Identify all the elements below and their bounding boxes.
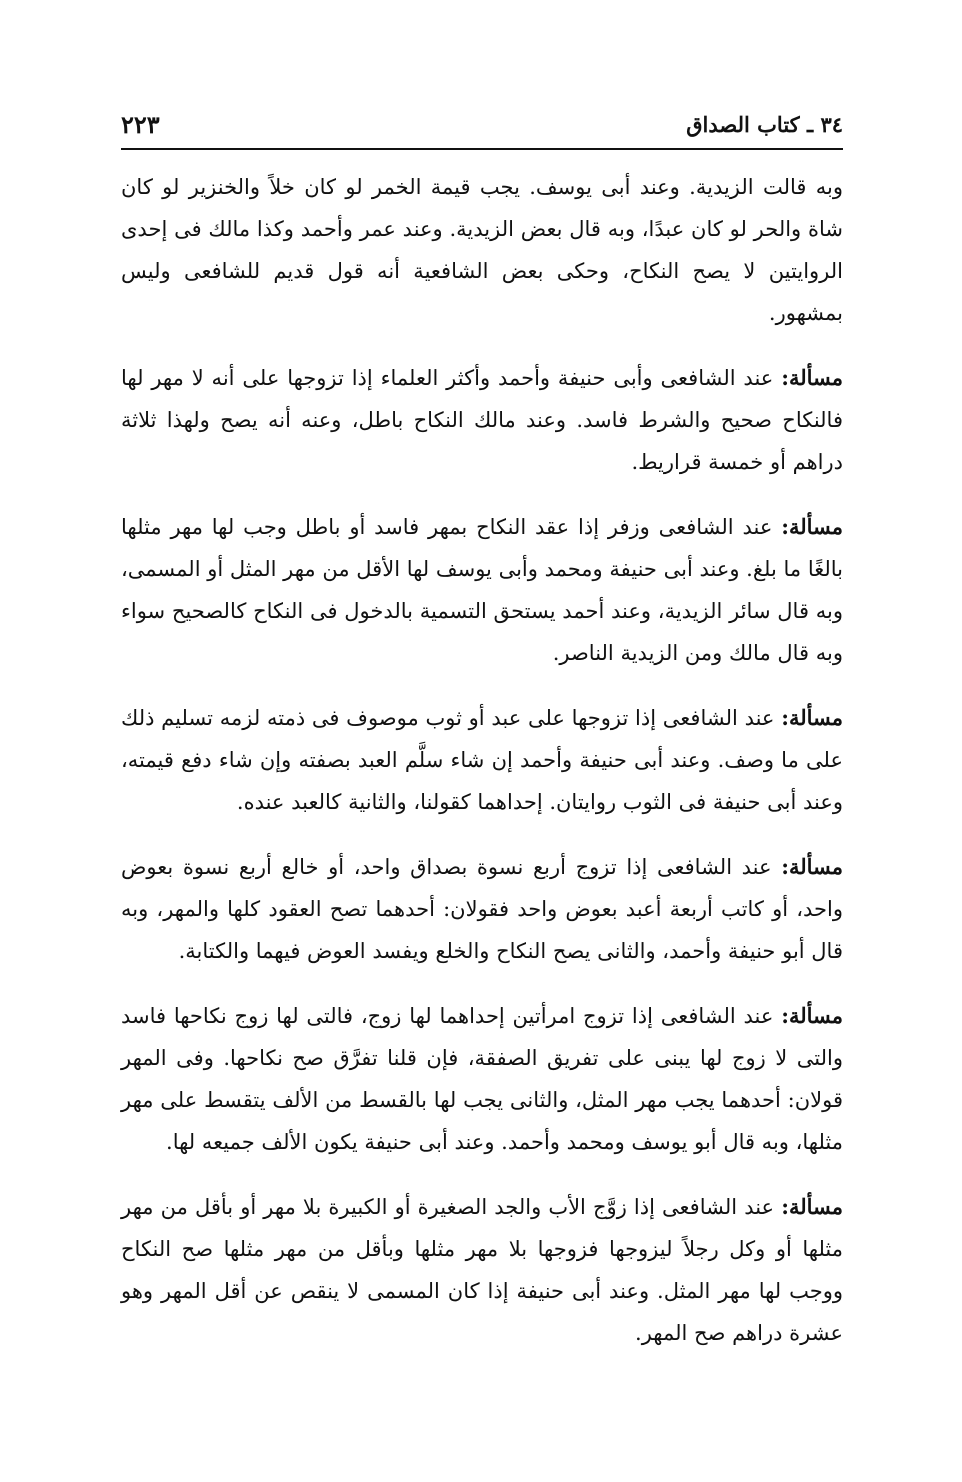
issue-heading: مسألة: <box>781 514 843 539</box>
page-header <box>121 108 843 144</box>
issue-paragraph <box>121 697 843 823</box>
paragraph-text: عند الشافعى وأبى حنيفة وأحمد وأكثر العلماء إذا تزوجها على أنه لا مهر لها فالنكاح صحيح والشرط فاسد. وعند مالك النكاح باطل، وعنه أنه يصح ولهذا ثلاثة دراهم أو خمسة قراريط. <box>121 366 843 474</box>
issue-paragraph <box>121 357 843 483</box>
issue-heading: مسألة: <box>781 854 843 879</box>
paragraph-text: وبه قالت الزيدية. وعند أبى يوسف. يجب قيمة الخمر لو كان خلاً والخنزير لو كان شاة والحر لو كان عبدًا، وبه قال بعض الزيدية. وعند عمر وأحمد وكذا مالك فى إحدى الروايتين لا يصح النكاح، وحكى بعض الشافعية أنه قول قديم للشافعى وليس بمشهور. <box>121 175 843 325</box>
paragraph-text: عند الشافعى إذا تزوج أربع نسوة بصداق واحد، أو خالع أربع نسوة بعوض واحد، أو كاتب أربعة أعبد بعوض واحد فقولان: أحدهما تصح العقود كلها والمهر، وبه قال أبو حنيفة وأحمد، والثانى يصح النكاح والخلع ويفسد العوض فيهما والكتابة. <box>121 855 843 963</box>
issue-heading: مسألة: <box>781 1003 843 1028</box>
paragraph-text: عند الشافعى إذا تزوجها على عبد أو ثوب موصوف فى ذمته لزمه تسليم ذلك على ما وصف. وعند أبى حنيفة وأحمد إن شاء سلَّم العبد بصفته وإن شاء دفع قيمته، وعند أبى حنيفة فى الثوب روايتان. إحداهما كقولنا، والثانية كالعبد عنده. <box>121 706 843 814</box>
issue-paragraph <box>121 506 843 674</box>
page-number: ٢٢٣ <box>121 110 160 139</box>
paragraph-text: عند الشافعى إذا تزوج امرأتين إحداهما لها زوج، فالتى لها زوج نكاحها فاسد والتى لا زوج لها يبنى على تفريق الصفقة، فإن قلنا تفرَّق صح نكاحها. وفى المهر قولان: أحدهما يجب مهر المثل، والثانى يجب لها بالقسط من الألف يتقسط على مهر مثلها، وبه قال أبو يوسف ومحمد وأحمد. وعند أبى حنيفة يكون الألف جميعه لها. <box>121 1004 843 1154</box>
header-rule <box>121 148 843 150</box>
chapter-title: ٣٤ ـ كتاب الصداق <box>686 112 843 137</box>
issue-paragraph <box>121 995 843 1163</box>
issue-heading: مسألة: <box>781 1194 843 1219</box>
issue-paragraph <box>121 1186 843 1354</box>
issue-heading: مسألة: <box>781 705 843 730</box>
paragraph-text: عند الشافعى وزفر إذا عقد النكاح بمهر فاسد أو باطل وجب لها مهر مثلها بالغًا ما بلغ. وعند أبى حنيفة ومحمد وأبى يوسف لها الأقل من مهر المثل أو المسمى، وبه قال سائر الزيدية، وعند أحمد يستحق التسمية بالدخول فى النكاح كالصحيح سواء وبه قال مالك ومن الزيدية الناصر. <box>121 515 843 665</box>
page-body <box>121 166 843 1377</box>
issue-paragraph <box>121 846 843 972</box>
issue-heading: مسألة: <box>781 365 843 390</box>
paragraph-text: عند الشافعى إذا زوَّج الأب والجد الصغيرة أو الكبيرة بلا مهر أو بأقل من مهر مثلها أو وكل رجلاً ليزوجها فزوجها بلا مهر مثلها وبأقل من مهر مثلها صح النكاح ووجب لها مهر المثل. وعند أبى حنيفة إذا كان المسمى لا ينقص عن أقل المهر وهو عشرة دراهم صح المهر. <box>121 1195 843 1345</box>
paragraph <box>121 166 843 334</box>
